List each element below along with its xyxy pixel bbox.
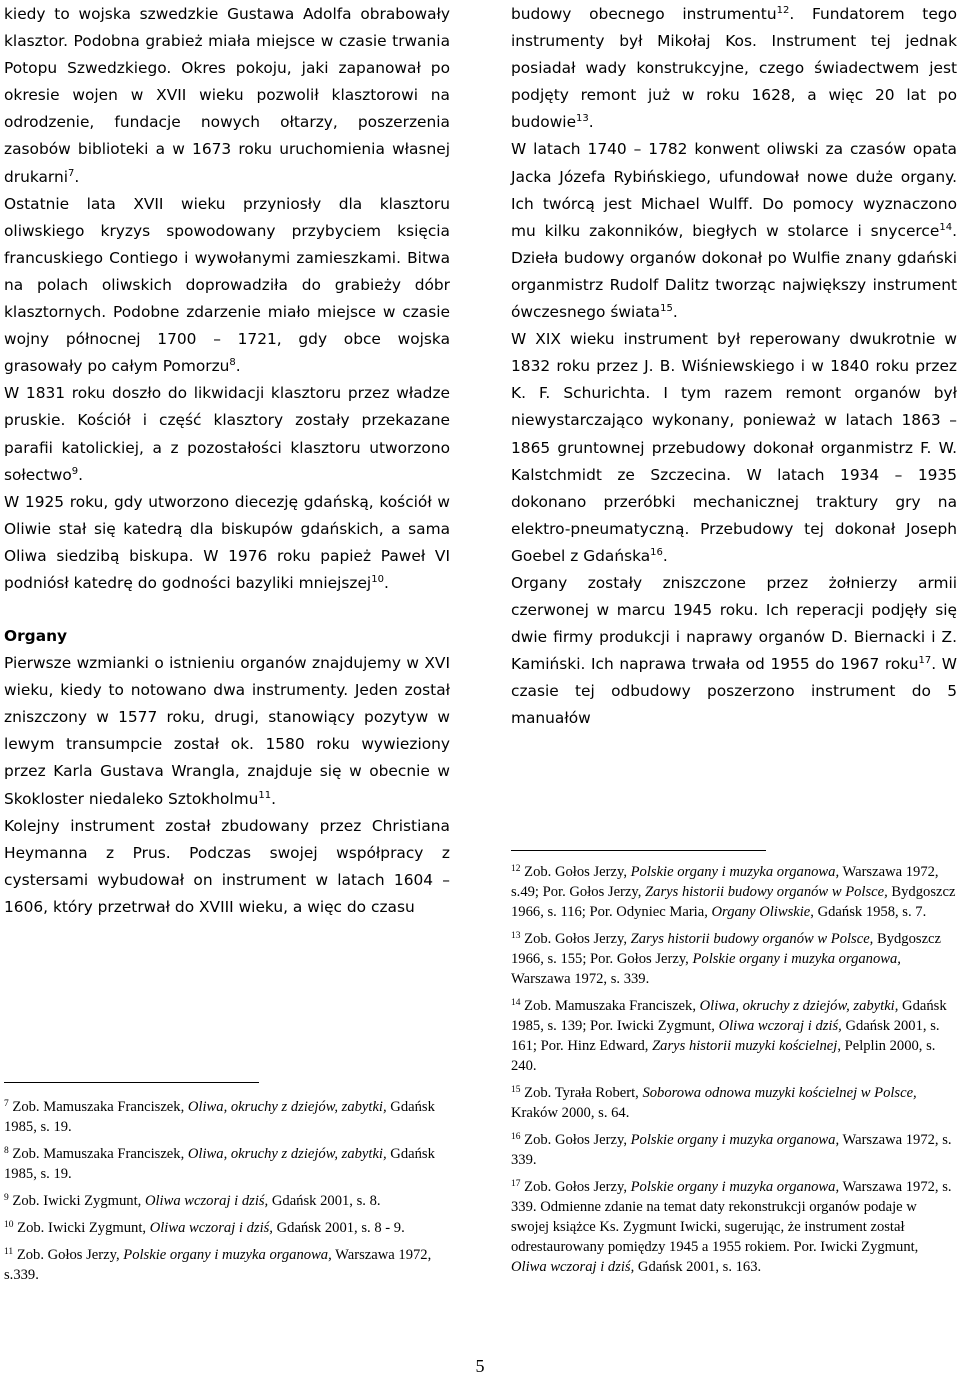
paragraph: Pierwsze wzmianki o istnieniu organów znajdujemy w XVI wieku, kiedy to notowano dwa instrumenty. Jeden został zniszczony w 1577 roku, drugi, stanowiący pozytyw w lewym transumpcie został ok. 1580 roku wywieziony przez Karla Gustava Wrangla, znajduje się w obecnie w Skokloster niedaleko Sztokholmu$^{11}$. bbox=[4, 654, 450, 808]
footnote-text: Warszawa 1972, s.339. bbox=[4, 1247, 432, 1283]
paragraph: budowy obecnego instrumentu$^{12}$. Fundatorem tego instrumenty był Mikołaj Kos. Instrument tej jednak posiadał wady konstrukcyjne, czego świadectwem jest podjęty remont już w roku 1628, a więc 20 lat po budowie$^{13}$. bbox=[511, 5, 957, 132]
footnote-title: Soborowa odnowa muzyki kościelnej w Polsce, bbox=[642, 1085, 917, 1101]
footnote-separator bbox=[511, 850, 766, 851]
footnote-text: Warszawa 1972, s. 339. bbox=[511, 1132, 952, 1168]
left-footnotes bbox=[4, 1097, 444, 1292]
footnote-title: Polskie organy i muzyka organowa, bbox=[692, 951, 901, 967]
footnote-title: Oliwa, okruchy z dziejów, zabytki, bbox=[187, 1146, 387, 1162]
footnote bbox=[4, 1218, 444, 1238]
footnote-title: Zarys historii budowy organów w Polsce, bbox=[645, 884, 888, 900]
paragraph: W XIX wieku instrument był reperowany dwukrotnie w 1832 roku przez J. B. Wiśniewskiego i w 1840 roku przez K. F. Schurichta. I tym razem remont organów był niewystarczająco wykonany, ponieważ w latach 1863 – 1865 gruntownej przebudowy dokonał organmistrz F. W. Kalstchmidt ze Szczecina. W latach 1934 – 1935 dokonano przeróbki mechanicznej traktury gry na elektro-pneumatyczną. Przebudowy tej dokonał Joseph Goebel z Gdańska$^{16}$. bbox=[511, 330, 957, 565]
left-body bbox=[4, 1, 450, 597]
paragraph: Organy zostały zniszczone przez żołnierzy armii czerwonej w marcu 1945 roku. Ich reperacji podjęły się dwie firmy produkcji i naprawy organów D. Biernacki i Z. Kamiński. Ich naprawa trwała od 1955 do 1967 roku$^{17}$. W czasie tej odbudowy poszerzono instrument do 5 manuałów bbox=[511, 573, 957, 728]
footnote-number: 9 bbox=[4, 1193, 9, 1203]
footnote-text: Zob. Gołos Jerzy, bbox=[524, 1132, 631, 1148]
footnote-ref[interactable]: 16 bbox=[650, 546, 663, 558]
footnote-number: 10 bbox=[4, 1220, 14, 1230]
paragraph: Kolejny instrument został zbudowany przez Christiana Heymanna z Prus. Podczas swojej współpracy z cystersami wybudował on instrument w latach 1604 – 1606, który przetrwał do XVIII wieku, a więc do czasu bbox=[4, 816, 450, 916]
page-number: 5 bbox=[475, 1356, 485, 1376]
footnote-text: , Gdańsk 1958, s. 7. bbox=[810, 904, 927, 920]
footnote-title: Oliwa, okruchy z dziejów, zabytki, bbox=[699, 998, 899, 1014]
footnote-number: 16 bbox=[511, 1132, 521, 1142]
footnote bbox=[511, 1130, 957, 1170]
footnote-ref[interactable]: 13 bbox=[576, 113, 589, 125]
footnote-text: Zob. Tyrała Robert, bbox=[524, 1085, 643, 1101]
footnote-text: , Pelplin 2000, s. 240. bbox=[511, 1038, 936, 1074]
footnote-text: Gdańsk 2001, s. 161; Por. Hinz Edward, bbox=[511, 1018, 940, 1054]
footnote-ref[interactable]: 11 bbox=[258, 789, 272, 801]
footnote-text: Bydgoszcz 1966, s. 155; Por. Gołos Jerzy, bbox=[511, 931, 942, 967]
footnote-title: Zarys historii muzyki kościelnej bbox=[652, 1038, 838, 1054]
footnote-title: Polskie organy i muzyka organowa, bbox=[123, 1247, 332, 1263]
footnote-text: Gdańsk 2001, s. 8 - 9. bbox=[272, 1220, 405, 1236]
footnote-number: 11 bbox=[4, 1247, 14, 1257]
footnote bbox=[4, 1097, 444, 1137]
footnote-title: Polskie organy i muzyka organowa, bbox=[630, 1132, 840, 1148]
footnote-title: Oliwa, okruchy z dziejów, zabytki, bbox=[187, 1099, 387, 1115]
footnote bbox=[511, 1083, 957, 1123]
footnote-ref[interactable]: 15 bbox=[660, 303, 673, 315]
footnote-text: Zob. Gołos Jerzy, bbox=[524, 1179, 631, 1195]
footnote-ref[interactable]: 7 bbox=[68, 167, 75, 179]
footnote bbox=[4, 1191, 444, 1211]
footnote-text: Bydgoszcz 1966, s. 116; Por. Odyniec Maria, bbox=[511, 884, 956, 920]
left-organ-body bbox=[4, 650, 450, 921]
footnote-number: 13 bbox=[511, 931, 521, 941]
paragraph: W latach 1740 – 1782 konwent oliwski za czasów opata Jacka Józefa Rybińskiego, ufundował nowe duże organy. Ich twórcą jest Michael Wulff. Do pomocy wyznaczono mu kilku zakonników, biegłych w stolarce i snycerce$^{14}$. Dzieła budowy organów dokonał po Wulfie znany gdański organmistrz Rudolf Dalitz tworząc największy instrument ówczesnego świata$^{15}$. bbox=[511, 140, 957, 322]
footnote-number: 15 bbox=[511, 1085, 521, 1095]
footnote-text: Kraków 2000, s. 64. bbox=[511, 1105, 630, 1121]
footnote-ref[interactable]: 17 bbox=[918, 655, 932, 667]
footnote-title: Zarys historii budowy organów w Polsce, bbox=[630, 931, 874, 947]
footnote-number: 12 bbox=[511, 864, 521, 874]
footnote-title: Polskie organy i muzyka organowa, bbox=[630, 864, 840, 880]
paragraph: Ostatnie lata XVII wieku przyniosły dla klasztoru oliwskiego kryzys spowodowany przybyciem księcia francuskiego Contiego i wywołanymi zamieszkami. Bitwa na polach oliwskich doprowadziła do grabieży dóbr klasztornych. Podobne zdarzenie miało miejsce w czasie wojny północnej 1700 – 1721, gdy obce wojska grasowały po całym Pomorzu$^8$. bbox=[4, 194, 450, 376]
footnote bbox=[511, 1177, 957, 1277]
right-footnotes bbox=[511, 862, 957, 1284]
footnote-text: Zob. Gołos Jerzy, bbox=[16, 1247, 124, 1263]
footnote-ref[interactable]: 8 bbox=[229, 357, 236, 369]
footnote-text: Zob. Iwicki Zygmunt, bbox=[17, 1220, 150, 1236]
footnote-number: 7 bbox=[4, 1099, 9, 1109]
footnote-number: 8 bbox=[4, 1146, 9, 1156]
footnote-text: Zob. Mamuszaka Franciszek, bbox=[12, 1146, 188, 1162]
footnote-text: Zob. Mamuszaka Franciszek, bbox=[524, 998, 700, 1014]
paragraph: kiedy to wojska szwedzkie Gustawa Adolfa obrabowały klasztor. Podobna grabież miała miejsce w czasie trwania Potopu Szwedzkiego. Okres pokoju, jaki zapanował po okresie wojen w XVII wieku pozwolił klasztorowi na odrodzenie, fundacje nowych ołtarzy, poszerzenia zasobów biblioteki a w 1673 roku uruchomienia własnej drukarni$^7$. bbox=[4, 5, 450, 186]
footnote-text: Gdańsk 2001, s. 163. bbox=[634, 1259, 762, 1275]
footnote-ref[interactable]: 9 bbox=[71, 465, 79, 477]
footnote-text: Warszawa 1972, s.49; Por. Gołos Jerzy, bbox=[511, 864, 939, 900]
footnote-number: 17 bbox=[511, 1179, 521, 1189]
footnote-text: Warszawa 1972, s. 339. bbox=[511, 971, 650, 987]
left-column bbox=[4, 1, 450, 921]
footnote-title: Oliwa wczoraj i dziś, bbox=[144, 1193, 269, 1209]
footnote-title: Organy Oliwskie bbox=[711, 904, 811, 920]
footnote-text: Gdańsk 2001, s. 8. bbox=[268, 1193, 381, 1209]
paragraph: W 1925 roku, gdy utworzono diecezję gdańską, kościół w Oliwie stał się katedrą dla biskupów gdańskich, a sama Oliwa siedzibą biskupa. W 1976 roku papież Paweł VI podniósł katedrę do godności bazyliki mniejszej$^{10}$. bbox=[4, 492, 450, 592]
footnote-text: Gdańsk 1985, s. 19. bbox=[4, 1146, 435, 1182]
footnote bbox=[4, 1245, 444, 1285]
footnote-text: Zob. Iwicki Zygmunt, bbox=[12, 1193, 145, 1209]
section-heading: Organy bbox=[4, 627, 68, 646]
right-body bbox=[511, 1, 957, 733]
footnote-text: Zob. Gołos Jerzy, bbox=[524, 931, 631, 947]
footnote-number: 14 bbox=[511, 998, 521, 1008]
footnote bbox=[4, 1144, 444, 1184]
footnote bbox=[511, 929, 957, 989]
footnote-ref[interactable]: 14 bbox=[939, 221, 953, 233]
footnote-text: Warszawa 1972, s. 339. Odmienne zdanie na temat daty rekonstrukcji organów podaje w swojej książce Ks. Zygmunt Iwicki, sugerując, że instrument został odrestaurowany pomiędzy 1945 a 1955 rokiem. Por. Iwicki Zygmunt, bbox=[511, 1179, 952, 1255]
right-column bbox=[511, 1, 957, 733]
footnote-ref[interactable]: 10 bbox=[371, 573, 384, 585]
footnote bbox=[511, 996, 957, 1076]
footnote-text: Zob. Mamuszaka Franciszek, bbox=[12, 1099, 188, 1115]
footnote-text: Gdańsk 1985, s. 19. bbox=[4, 1099, 435, 1135]
footnote-text: Zob. Gołos Jerzy, bbox=[524, 864, 631, 880]
footnote-title: Oliwa wczoraj i dziś, bbox=[149, 1220, 273, 1236]
footnote-text: Gdańsk 1985, s. 139; Por. Iwicki Zygmunt, bbox=[511, 998, 947, 1034]
footnote-ref[interactable]: 12 bbox=[776, 5, 790, 16]
footnote-title: Polskie organy i muzyka organowa, bbox=[630, 1179, 840, 1195]
footnote bbox=[511, 862, 957, 922]
footnote-title: Oliwa wczoraj i dziś, bbox=[718, 1018, 842, 1034]
footnote-title: Oliwa wczoraj i dziś, bbox=[511, 1259, 635, 1275]
footnote-separator bbox=[4, 1082, 259, 1083]
paragraph: W 1831 roku doszło do likwidacji klasztoru przez władze pruskie. Kościół i część klasztory zostały przekazane parafii katolickiej, a z pozostałości klasztoru utworzono sołectwo$^9$. bbox=[4, 384, 450, 484]
